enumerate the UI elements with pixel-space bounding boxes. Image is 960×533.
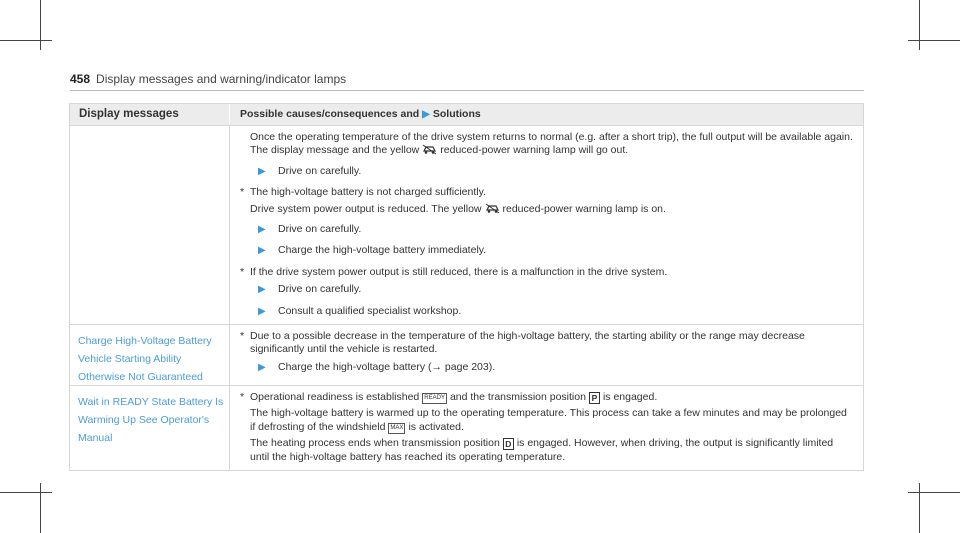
- crop-mark: [40, 483, 41, 533]
- message-cell: [70, 126, 230, 324]
- solution-cell: * Operational readiness is established READY and the transmission position P is engaged. The high-voltage battery is warmed up to the operating temperature. This process can take a few minutes and may be prolonged if defrosting of the windshield MAX is activated. The heating process ends when transmission position D is engaged. However, when driving, the output is significantly limited until the high-voltage battery has reached its operating temperature.: [230, 386, 863, 470]
- crop-mark: [919, 0, 920, 50]
- ready-indicator-icon: READY: [422, 393, 447, 404]
- crop-mark: [0, 492, 52, 493]
- list-item: ▶ Drive on carefully.: [258, 164, 362, 177]
- list-item: ▶ Charge the high-voltage battery immediately.: [258, 244, 487, 257]
- step-arrow-icon: ▶: [258, 284, 266, 296]
- crop-mark: [919, 483, 920, 533]
- drive-position-icon: D: [503, 438, 514, 450]
- step-arrow-icon: ▶: [258, 245, 266, 257]
- step-arrow-icon: ▶: [258, 165, 266, 177]
- table-row: [70, 385, 863, 470]
- reduced-power-warning-icon: [422, 144, 437, 155]
- solution-cell: Once the operating temperature of the drive system returns to normal (e.g. after a short trip), the full output will be available again. The display message and the yellow reduced-power warning lamp will go out. ▶ Drive on carefully. * The high-voltage battery is not charged sufficiently. Drive system power output is reduced. The yellow reduced-power warning lamp is on. ▶ Drive on carefully. ▶ Charge the high-voltage battery immediately. * If the drive system power output is still reduced, there is a malfunction in the drive system. ▶ Drive on carefully. ▶ Consult a qualified specialist workshop.: [230, 126, 863, 324]
- park-position-icon: P: [589, 392, 600, 404]
- crop-mark: [40, 0, 41, 50]
- step-arrow-icon: ▶: [258, 361, 266, 373]
- section-title: Display messages and warning/indicator lamps: [96, 72, 347, 86]
- messages-table: [69, 103, 864, 471]
- table-header: [70, 104, 863, 125]
- list-item: * Operational readiness is established READY and the transmission position P is engaged.: [240, 391, 658, 404]
- col-display-messages: Display messages: [70, 104, 230, 125]
- step-arrow-icon: ▶: [258, 224, 266, 236]
- table-row: [70, 324, 863, 385]
- col-causes-solutions: Possible causes/consequences and ▶ Solutions: [240, 108, 481, 120]
- table-row: [70, 125, 863, 324]
- list-item: ▶ Consult a qualified specialist workshop.: [258, 304, 462, 317]
- list-item: ▶ Drive on carefully.: [258, 223, 362, 236]
- list-item: * The high-voltage battery is not charged sufficiently.: [240, 186, 486, 199]
- page-number: 458: [70, 72, 91, 86]
- crop-mark: [908, 40, 960, 41]
- list-item: * Due to a possible decrease in the temperature of the high-voltage battery, the starting ability or the range may decrease significantly until the vehicle is restarted.: [240, 330, 805, 356]
- message-cell: [70, 386, 230, 470]
- reduced-power-warning-icon: [485, 203, 500, 214]
- list-item: * If the drive system power output is still reduced, there is a malfunction in the drive system.: [240, 265, 668, 278]
- step-arrow-icon: ▶: [258, 305, 266, 317]
- header-rule: [70, 90, 864, 91]
- solution-arrow-icon: ▶: [422, 109, 430, 120]
- list-item: ▶ Drive on carefully.: [258, 283, 362, 296]
- display-message: Wait in READY State Battery Is Warming Up See Operator's Manual: [78, 396, 224, 445]
- crop-mark: [0, 40, 52, 41]
- list-item: ▶ Charge the high-voltage battery (→ page 203).: [258, 360, 496, 373]
- running-header: [70, 72, 346, 86]
- message-cell: [70, 325, 230, 385]
- solution-cell: [230, 325, 863, 385]
- windshield-defrost-max-icon: MAX: [388, 423, 405, 434]
- crop-mark: [908, 492, 960, 493]
- display-message: Charge High-Voltage Battery Vehicle Starting Ability Otherwise Not Guaranteed: [78, 335, 212, 384]
